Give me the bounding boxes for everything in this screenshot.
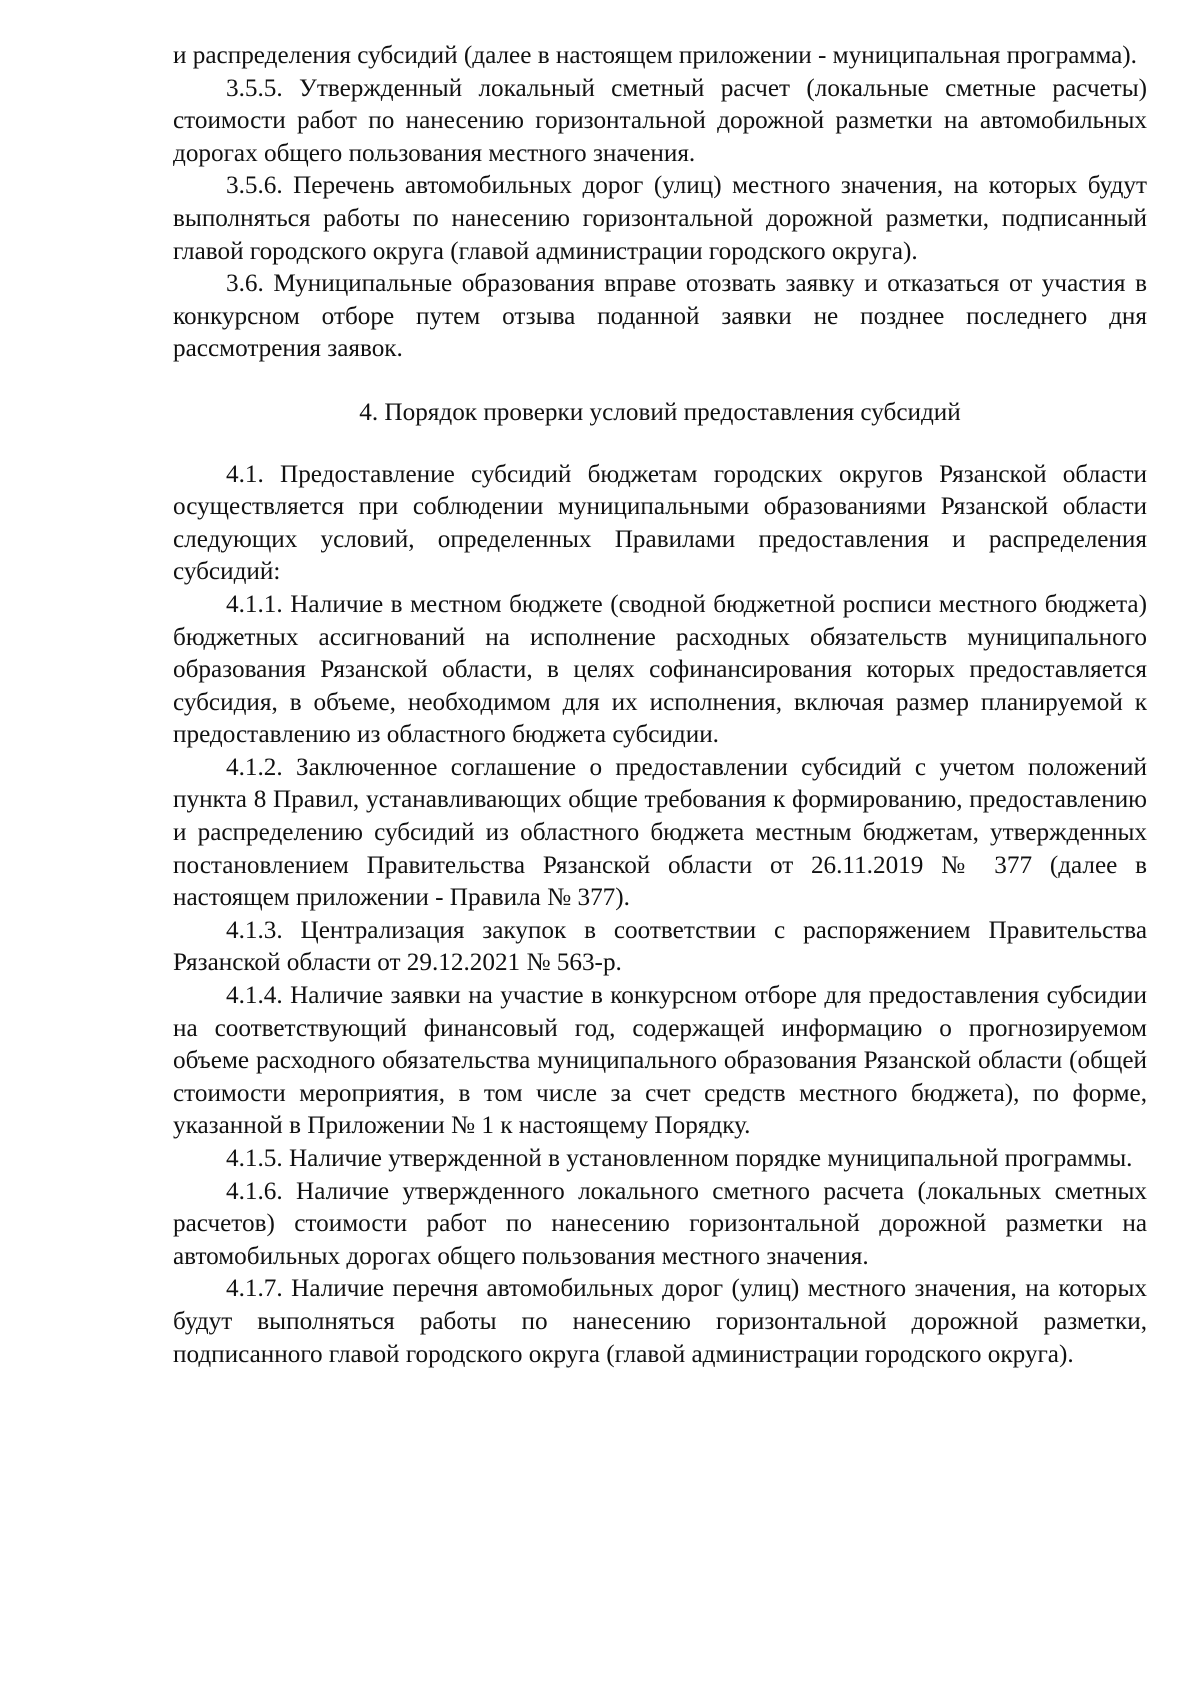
paragraph-3-5-5: 3.5.5. Утвержденный локальный сметный расчет (локальные сметные расчеты) стоимости работ по нанесению горизонтальной дорожной разметки на автомобильных дорогах общего пользования местного значения. [173,74,1147,167]
paragraph-4-1: 4.1. Предоставление субсидий бюджетам городских округов Рязанской области осуществляется при соблюдении муниципальными образованиями Рязанской области следующих условий, определенных Правилами предоставления и распределения субсидий: [173,460,1147,586]
paragraph-4-1-3: 4.1.3. Централизация закупок в соответствии с распоряжением Правительства Рязанской области от 29.12.2021 № 563-р. [173,916,1147,977]
paragraph-continued: и распределения субсидий (далее в настоящем приложении - муниципальная программа). [173,42,1137,69]
document-body [173,40,1147,1371]
paragraph-4-1-2: 4.1.2. Заключенное соглашение о предоставлении субсидий с учетом положений пункта 8 Правил, устанавливающих общие требования к формированию, предоставлению и распределению субсидий из областного бюджета местным бюджетам, утвержденных постановлением Правительства Рязанской области от 26.11.2019 № 377 (далее в настоящем приложении - Правила № 377). [173,753,1147,912]
paragraph-3-5-6: 3.5.6. Перечень автомобильных дорог (улиц) местного значения, на которых будут выполняться работы по нанесению горизонтальной дорожной разметки, подписанный главой городского округа (главой администрации городского округа). [173,172,1147,265]
paragraph-4-1-7: 4.1.7. Наличие перечня автомобильных дорог (улиц) местного значения, на которых будут выполняться работы по нанесению горизонтальной дорожной разметки, подписанного главой городского округа (главой администрации городского округа). [173,1275,1147,1368]
section-heading: 4. Порядок проверки условий предоставления субсидий [359,398,961,426]
paragraph-4-1-5: 4.1.5. Наличие утвержденной в установленном порядке муниципальной программы. [226,1145,1133,1172]
paragraph-4-1-6: 4.1.6. Наличие утвержденного локального сметного расчета (локальных сметных расчетов) стоимости работ по нанесению горизонтальной дорожной разметки на автомобильных дорогах общего пользования местного значения. [173,1177,1147,1270]
paragraph-4-1-4: 4.1.4. Наличие заявки на участие в конкурсном отборе для предоставления субсидии на соответствующий финансовый год, содержащей информацию о прогнозируемом объеме расходного обязательства муниципального образования Рязанской области (общей стоимости мероприятия, в том числе за счет средств местного бюджета), по форме, указанной в Приложении № 1 к настоящему Порядку. [173,982,1147,1140]
paragraph-3-6: 3.6. Муниципальные образования вправе отозвать заявку и отказаться от участия в конкурсном отборе путем отзыва поданной заявки не позднее последнего дня рассмотрения заявок. [173,270,1147,363]
paragraph-4-1-1: 4.1.1. Наличие в местном бюджете (сводной бюджетной росписи местного бюджета) бюджетных ассигнований на исполнение расходных обязательств муниципального образования Рязанской области, в целях софинансирования которых предоставляется субсидия, в объеме, необходимом для их исполнения, включая размер планируемой к предоставлению из областного бюджета субсидии. [173,590,1147,749]
